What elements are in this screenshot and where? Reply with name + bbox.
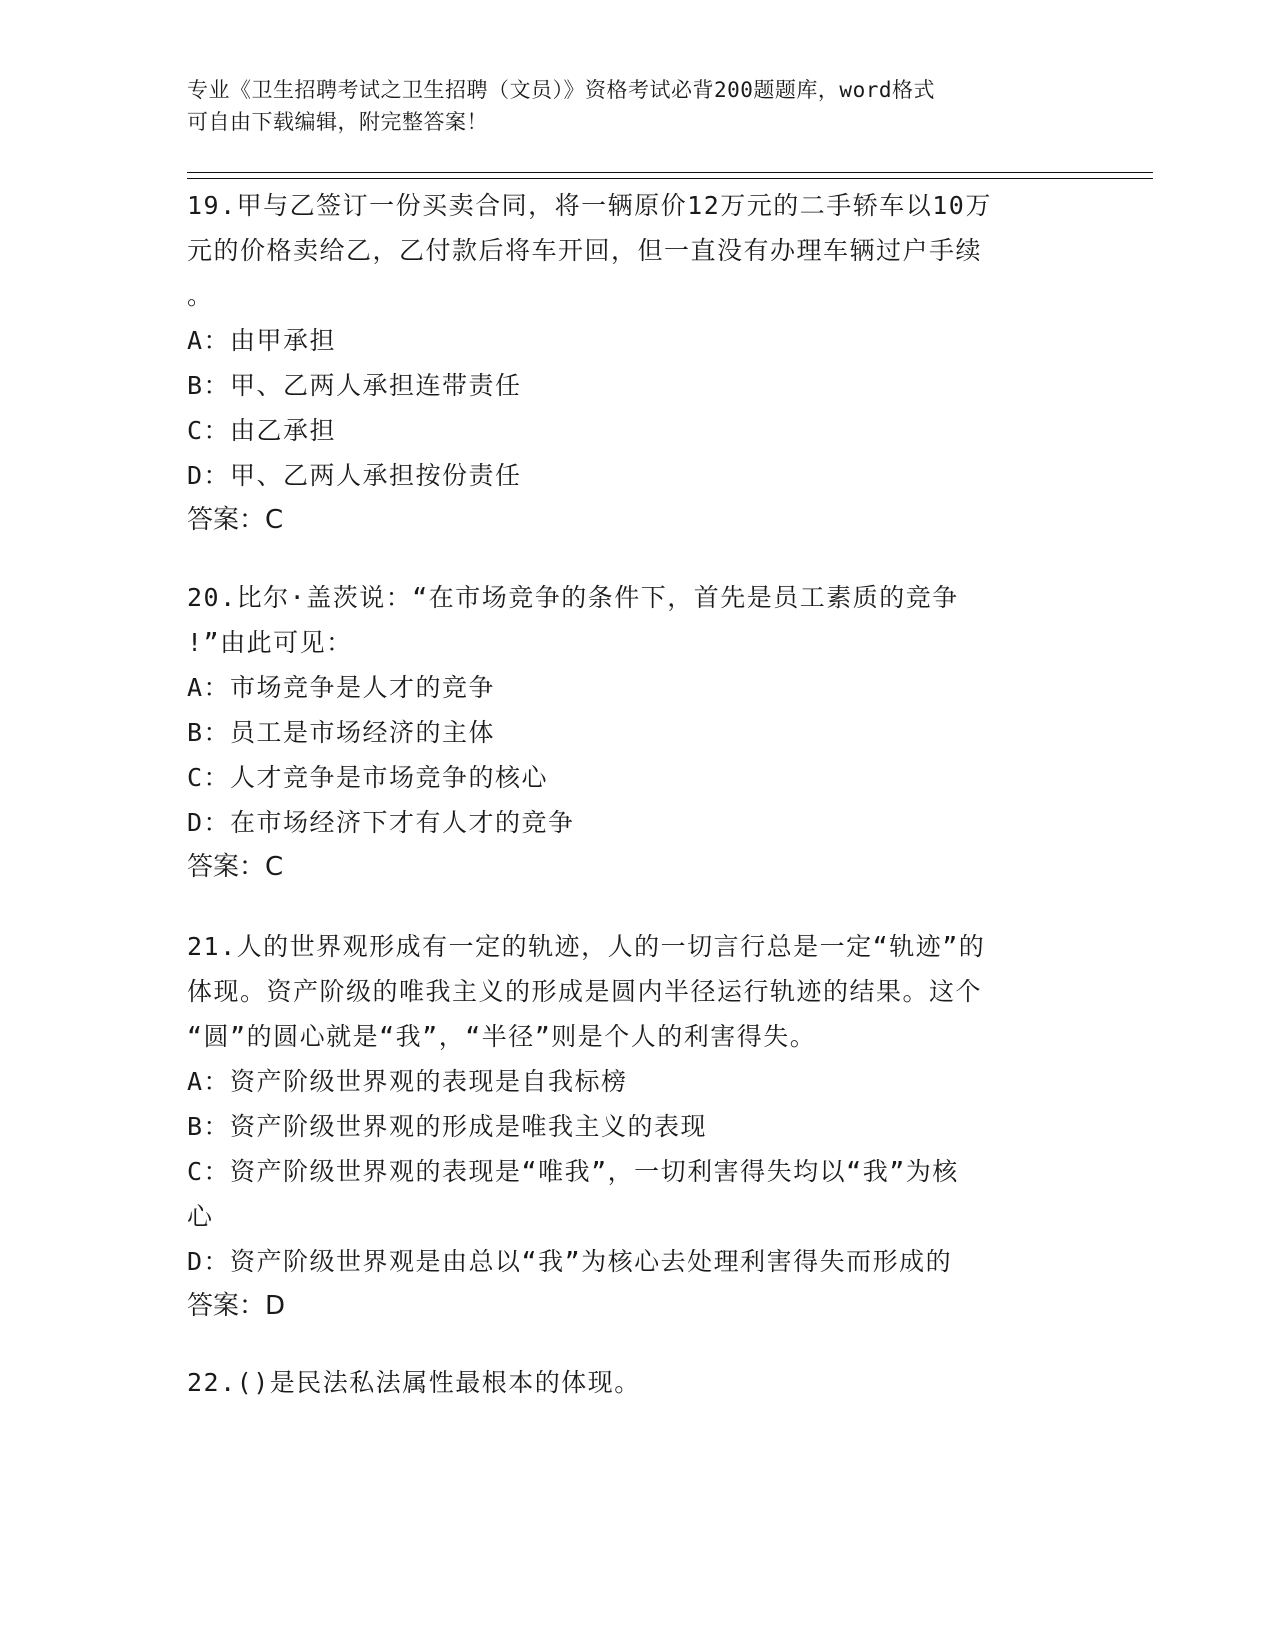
question-19 — [187, 183, 1087, 543]
option-a: A：资产阶级世界观的表现是自我标榜 — [187, 1067, 628, 1096]
option-c: C：资产阶级世界观的表现是“唯我”，一切利害得失均以“我”为核 — [187, 1157, 959, 1186]
question-stem-line: 元的价格卖给乙，乙付款后将车开回，但一直没有办理车辆过户手续 — [187, 236, 983, 265]
option-c: C：由乙承担 — [187, 416, 337, 445]
header-rule-bottom — [187, 178, 1153, 179]
question-stem-line: 。 — [187, 281, 214, 310]
question-stem-line: !”由此可见： — [187, 628, 353, 657]
header-line-2: 可自由下载编辑，附完整答案！ — [187, 110, 488, 134]
option-d: D：在市场经济下才有人才的竞争 — [187, 808, 575, 837]
question-21 — [187, 924, 1087, 1329]
document-header — [187, 74, 1067, 138]
option-d: D：甲、乙两人承担按份责任 — [187, 461, 522, 490]
option-c: C：人才竞争是市场竞争的核心 — [187, 763, 549, 792]
answer: 答案：D — [187, 1291, 286, 1321]
question-stem-line: 22.()是民法私法属性最根本的体现。 — [187, 1368, 641, 1397]
question-20 — [187, 575, 1087, 890]
option-a: A：由甲承担 — [187, 326, 337, 355]
header-line-1: 专业《卫生招聘考试之卫生招聘（文员）》资格考试必背200题题库，word格式 — [187, 78, 935, 102]
option-b: B：甲、乙两人承担连带责任 — [187, 371, 522, 400]
question-stem-line: “圆”的圆心就是“我”，“半径”则是个人的利害得失。 — [187, 1022, 817, 1051]
option-d: D：资产阶级世界观是由总以“我”为核心去处理利害得失而形成的 — [187, 1247, 953, 1276]
question-22 — [187, 1360, 1087, 1405]
answer: 答案：C — [187, 505, 284, 535]
option-a: A：市场竞争是人才的竞争 — [187, 673, 496, 702]
question-stem-line: 19.甲与乙签订一份买卖合同，将一辆原价12万元的二手轿车以10万 — [187, 191, 992, 220]
option-c-continued: 心 — [187, 1202, 214, 1231]
header-rule-top — [187, 172, 1153, 173]
question-stem-line: 20.比尔·盖茨说：“在市场竞争的条件下，首先是员工素质的竞争 — [187, 583, 959, 612]
option-b: B：员工是市场经济的主体 — [187, 718, 496, 747]
answer: 答案：C — [187, 852, 284, 882]
question-stem-line: 体现。资产阶级的唯我主义的形成是圆内半径运行轨迹的结果。这个 — [187, 977, 983, 1006]
question-stem-line: 21.人的世界观形成有一定的轨迹，人的一切言行总是一定“轨迹”的 — [187, 932, 986, 961]
option-b: B：资产阶级世界观的形成是唯我主义的表现 — [187, 1112, 708, 1141]
